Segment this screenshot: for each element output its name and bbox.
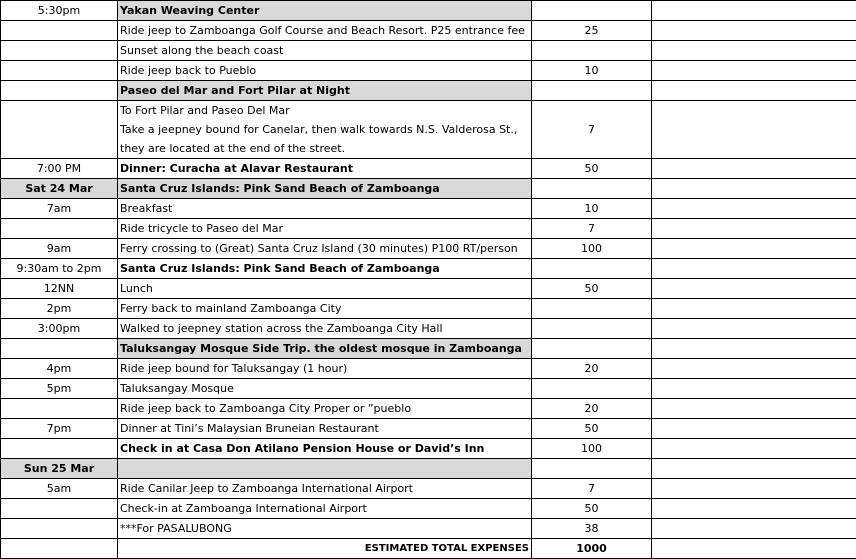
blank-cell[interactable] — [652, 499, 856, 519]
blank-cell[interactable] — [652, 279, 856, 299]
amount-cell[interactable]: 100 — [532, 239, 652, 259]
blank-cell[interactable] — [652, 419, 856, 439]
time-cell[interactable] — [1, 219, 118, 239]
time-cell[interactable]: 3:00pm — [1, 319, 118, 339]
activity-cell[interactable]: Santa Cruz Islands: Pink Sand Beach of Zamboanga — [118, 179, 532, 199]
activity-line: Take a jeepney bound for Canelar, then walk towards N.S. Valderosa St., — [120, 120, 529, 139]
activity-cell[interactable]: ***For PASALUBONG — [118, 519, 532, 539]
table-row — [1, 219, 856, 239]
time-cell[interactable] — [1, 499, 118, 519]
activity-line: they are located at the end of the street. — [120, 139, 529, 158]
amount-cell[interactable]: 50 — [532, 499, 652, 519]
time-cell[interactable] — [1, 339, 118, 359]
table-row — [1, 239, 856, 259]
activity-cell[interactable]: Breakfast — [118, 199, 532, 219]
blank-cell[interactable] — [652, 319, 856, 339]
activity-cell[interactable]: Walked to jeepney station across the Zamboanga City Hall — [118, 319, 532, 339]
blank-cell[interactable] — [652, 199, 856, 219]
blank-cell[interactable] — [652, 399, 856, 419]
activity-cell[interactable]: Dinner: Curacha at Alavar Restaurant — [118, 159, 532, 179]
blank-cell[interactable] — [652, 299, 856, 319]
amount-cell[interactable] — [532, 179, 652, 199]
table-row — [1, 419, 856, 439]
time-cell[interactable]: 7:00 PM — [1, 159, 118, 179]
amount-cell[interactable] — [532, 81, 652, 101]
table-row — [1, 1, 856, 21]
amount-cell[interactable]: 7 — [532, 101, 652, 159]
activity-line: To Fort Pilar and Paseo Del Mar — [120, 101, 529, 120]
blank-cell[interactable] — [652, 239, 856, 259]
amount-cell[interactable] — [532, 1, 652, 21]
table-row — [1, 479, 856, 499]
time-cell[interactable]: 5:30pm — [1, 1, 118, 21]
time-cell[interactable]: 12NN — [1, 279, 118, 299]
amount-cell[interactable]: 20 — [532, 359, 652, 379]
amount-cell[interactable]: 25 — [532, 21, 652, 41]
time-cell[interactable]: 2pm — [1, 299, 118, 319]
table-row — [1, 499, 856, 519]
blank-cell[interactable] — [652, 539, 856, 559]
activity-cell[interactable]: Ride jeep back to Pueblo — [118, 61, 532, 81]
table-row — [1, 179, 856, 199]
table-row — [1, 459, 856, 479]
time-cell[interactable] — [1, 81, 118, 101]
activity-cell[interactable]: Ferry crossing to (Great) Santa Cruz Island (30 minutes) P100 RT/person — [118, 239, 532, 259]
activity-cell[interactable]: Santa Cruz Islands: Pink Sand Beach of Zamboanga — [118, 259, 532, 279]
table-row — [1, 41, 856, 61]
amount-cell[interactable] — [532, 299, 652, 319]
blank-cell[interactable] — [652, 21, 856, 41]
table-row — [1, 439, 856, 459]
activity-cell[interactable]: Ride tricycle to Paseo del Mar — [118, 219, 532, 239]
activity-cell[interactable]: Lunch — [118, 279, 532, 299]
activity-cell[interactable]: Sunset along the beach coast — [118, 41, 532, 61]
blank-cell[interactable] — [652, 179, 856, 199]
blank-cell[interactable] — [652, 1, 856, 21]
amount-cell[interactable]: 100 — [532, 439, 652, 459]
blank-cell[interactable] — [652, 259, 856, 279]
amount-cell[interactable] — [532, 319, 652, 339]
total-amount-cell[interactable]: 1000 — [532, 539, 652, 559]
time-cell[interactable] — [1, 519, 118, 539]
blank-cell[interactable] — [652, 101, 856, 159]
time-cell[interactable]: 9am — [1, 239, 118, 259]
time-cell[interactable]: 4pm — [1, 359, 118, 379]
blank-cell[interactable] — [652, 379, 856, 399]
blank-cell[interactable] — [652, 459, 856, 479]
time-cell[interactable] — [1, 539, 118, 559]
amount-cell[interactable]: 10 — [532, 61, 652, 81]
amount-cell[interactable]: 38 — [532, 519, 652, 539]
amount-cell[interactable]: 7 — [532, 479, 652, 499]
amount-cell[interactable] — [532, 379, 652, 399]
blank-cell[interactable] — [652, 359, 856, 379]
activity-cell[interactable]: Ride jeep back to Zamboanga City Proper or ”pueblo — [118, 399, 532, 419]
table-row — [1, 399, 856, 419]
blank-cell[interactable] — [652, 339, 856, 359]
activity-cell[interactable]: Ride jeep to Zamboanga Golf Course and Beach Resort. P25 entrance fee — [118, 21, 532, 41]
amount-cell[interactable]: 7 — [532, 219, 652, 239]
time-cell[interactable]: 9:30am to 2pm — [1, 259, 118, 279]
activity-cell[interactable]: Ride Canilar Jeep to Zamboanga International Airport — [118, 479, 532, 499]
activity-cell[interactable]: Yakan Weaving Center — [118, 1, 532, 21]
activity-cell[interactable]: Ferry back to mainland Zamboanga City — [118, 299, 532, 319]
time-cell[interactable] — [1, 439, 118, 459]
table-row — [1, 159, 856, 179]
activity-cell[interactable] — [118, 459, 532, 479]
activity-cell[interactable]: Check-in at Zamboanga International Airport — [118, 499, 532, 519]
amount-cell[interactable]: 50 — [532, 159, 652, 179]
table-row — [1, 539, 856, 559]
table-row — [1, 339, 856, 359]
table-row — [1, 379, 856, 399]
activity-cell[interactable]: Dinner at Tini’s Malaysian Bruneian Restaurant — [118, 419, 532, 439]
time-cell[interactable]: 5am — [1, 479, 118, 499]
total-label-cell[interactable]: ESTIMATED TOTAL EXPENSES — [118, 539, 532, 559]
amount-cell[interactable]: 50 — [532, 419, 652, 439]
amount-cell[interactable] — [532, 339, 652, 359]
table-row — [1, 279, 856, 299]
activity-cell[interactable] — [118, 101, 532, 159]
table-row — [1, 259, 856, 279]
amount-cell[interactable]: 50 — [532, 279, 652, 299]
amount-cell[interactable] — [532, 459, 652, 479]
time-cell[interactable]: 5pm — [1, 379, 118, 399]
time-cell[interactable] — [1, 399, 118, 419]
table-row — [1, 519, 856, 539]
activity-cell[interactable]: Taluksangay Mosque — [118, 379, 532, 399]
time-cell[interactable] — [1, 101, 118, 159]
blank-cell[interactable] — [652, 81, 856, 101]
blank-cell[interactable] — [652, 219, 856, 239]
time-cell[interactable]: 7am — [1, 199, 118, 219]
table-row — [1, 21, 856, 41]
table-row — [1, 61, 856, 81]
blank-cell[interactable] — [652, 41, 856, 61]
time-cell[interactable]: Sat 24 Mar — [1, 179, 118, 199]
blank-cell[interactable] — [652, 519, 856, 539]
amount-cell[interactable]: 10 — [532, 199, 652, 219]
activity-cell[interactable]: Ride jeep bound for Taluksangay (1 hour) — [118, 359, 532, 379]
time-cell[interactable]: Sun 25 Mar — [1, 459, 118, 479]
itinerary-body — [1, 1, 856, 559]
table-row — [1, 299, 856, 319]
activity-cell[interactable]: Paseo del Mar and Fort Pilar at Night — [118, 81, 532, 101]
time-cell[interactable]: 7pm — [1, 419, 118, 439]
blank-cell[interactable] — [652, 61, 856, 81]
blank-cell[interactable] — [652, 479, 856, 499]
table-row — [1, 81, 856, 101]
table-row — [1, 199, 856, 219]
time-cell[interactable] — [1, 21, 118, 41]
activity-cell[interactable]: Check in at Casa Don Atilano Pension House or David’s Inn — [118, 439, 532, 459]
amount-cell[interactable]: 20 — [532, 399, 652, 419]
time-cell[interactable] — [1, 41, 118, 61]
activity-cell[interactable]: Taluksangay Mosque Side Trip. the oldest mosque in Zamboanga — [118, 339, 532, 359]
table-row — [1, 101, 856, 159]
blank-cell[interactable] — [652, 439, 856, 459]
table-row — [1, 359, 856, 379]
blank-cell[interactable] — [652, 159, 856, 179]
table-row — [1, 319, 856, 339]
amount-cell[interactable] — [532, 41, 652, 61]
time-cell[interactable] — [1, 61, 118, 81]
amount-cell[interactable] — [532, 259, 652, 279]
